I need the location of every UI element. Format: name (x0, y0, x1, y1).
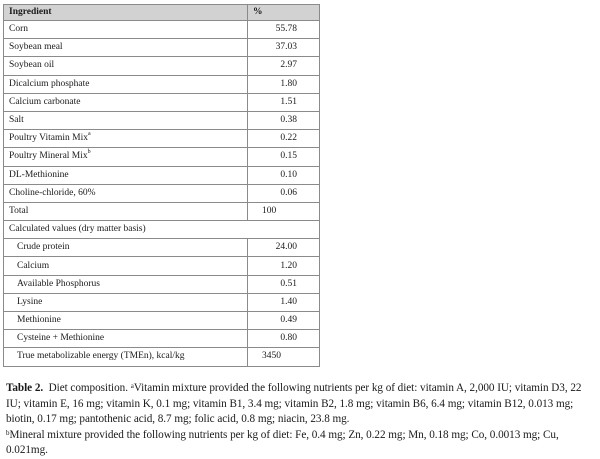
table-header-row (4, 5, 320, 21)
diet-composition-table (3, 4, 320, 367)
nutrient-name: Cysteine + Methionine (4, 330, 248, 348)
nutrient-value: 24.00 (248, 239, 320, 257)
ingredient-name-cell (4, 130, 248, 148)
ingredient-name: Poultry Mineral Mix (9, 151, 88, 162)
caption-label: Table 2. (6, 382, 44, 394)
ingredient-value: 0.06 (248, 184, 320, 202)
ingredient-name: Corn (4, 21, 248, 39)
nutrient-name: Lysine (4, 293, 248, 311)
table-row (4, 293, 320, 311)
caption-title: Diet composition. (48, 382, 128, 394)
nutrient-name: Crude protein (4, 239, 248, 257)
ingredient-name: Soybean meal (4, 39, 248, 57)
calculated-header: Calculated values (dry matter basis) (4, 221, 320, 239)
nutrient-value: 3450 (248, 348, 320, 366)
footnote-b-marker: b (6, 428, 10, 437)
ingredient-name: DL-Methionine (4, 166, 248, 184)
footnote-a-text: Vitamin mixture provided the following nutrients per kg of diet: vitamin A, 2,000 IU; vitamin D3, 22 IU; vitamin E, 16 mg; vitamin K, 0.1 mg; vitamin B1, 3.4 mg; vitamin B2, 1.8 mg; vitamin B6, 6.4 mg; vitamin B12, 0.013 mg; biotin, 0.17 mg; pantothenic acid, 8.7 mg; folic acid, 0.8 mg; niacin, 23.8 mg. (6, 382, 582, 426)
calculated-header-row (4, 221, 320, 239)
table-row (4, 312, 320, 330)
nutrient-value: 1.20 (248, 257, 320, 275)
table-row (4, 348, 320, 366)
nutrient-value: 0.49 (248, 312, 320, 330)
ingredient-name: Soybean oil (4, 57, 248, 75)
table-row (4, 75, 320, 93)
ingredient-name: Choline-chloride, 60% (4, 184, 248, 202)
nutrient-name: Available Phosphorus (4, 275, 248, 293)
ingredient-value: 0.15 (248, 148, 320, 166)
table-row (4, 130, 320, 148)
ingredient-name: Dicalcium phosphate (4, 75, 248, 93)
ingredient-value: 2.97 (248, 57, 320, 75)
nutrient-name: Methionine (4, 312, 248, 330)
diet-composition-table-container (3, 4, 319, 367)
table-row (4, 111, 320, 129)
nutrient-name: True metabolizable energy (TMEn), kcal/kg (4, 348, 248, 366)
ingredient-name: Salt (4, 111, 248, 129)
ingredient-name: Calcium carbonate (4, 93, 248, 111)
nutrient-value: 0.80 (248, 330, 320, 348)
ingredient-value: 1.80 (248, 75, 320, 93)
table-row (4, 166, 320, 184)
header-ingredient: Ingredient (4, 5, 248, 21)
table-row (4, 39, 320, 57)
table-row (4, 184, 320, 202)
total-value: 100 (248, 202, 320, 220)
table-row (4, 275, 320, 293)
table-row (4, 257, 320, 275)
nutrient-value: 0.51 (248, 275, 320, 293)
table-row (4, 148, 320, 166)
footnote-a-marker: a (130, 382, 134, 390)
table-row (4, 330, 320, 348)
footnote-b-text: Mineral mixture provided the following nutrients per kg of diet: Fe, 0.4 mg; Zn, 0.22 mg; Mn, 0.18 mg; Co, 0.0013 mg; Cu, 0.021mg. (6, 428, 559, 457)
ingredient-value: 1.51 (248, 93, 320, 111)
table-row (4, 93, 320, 111)
ingredient-value: 55.78 (248, 21, 320, 39)
total-label: Total (4, 202, 248, 220)
ingredient-value: 0.38 (248, 111, 320, 129)
table-row (4, 57, 320, 75)
nutrient-value: 1.40 (248, 293, 320, 311)
total-row (4, 202, 320, 220)
footnote-marker-b: b (87, 149, 91, 156)
table-row (4, 239, 320, 257)
nutrient-name: Calcium (4, 257, 248, 275)
ingredient-value: 37.03 (248, 39, 320, 57)
ingredient-name-cell (4, 148, 248, 166)
table-row (4, 21, 320, 39)
ingredient-name: Poultry Vitamin Mix (9, 133, 88, 144)
ingredient-value: 0.10 (248, 166, 320, 184)
footnote-marker-a: a (87, 131, 91, 138)
table-caption (6, 381, 598, 459)
ingredient-value: 0.22 (248, 130, 320, 148)
header-percent: % (248, 5, 320, 21)
